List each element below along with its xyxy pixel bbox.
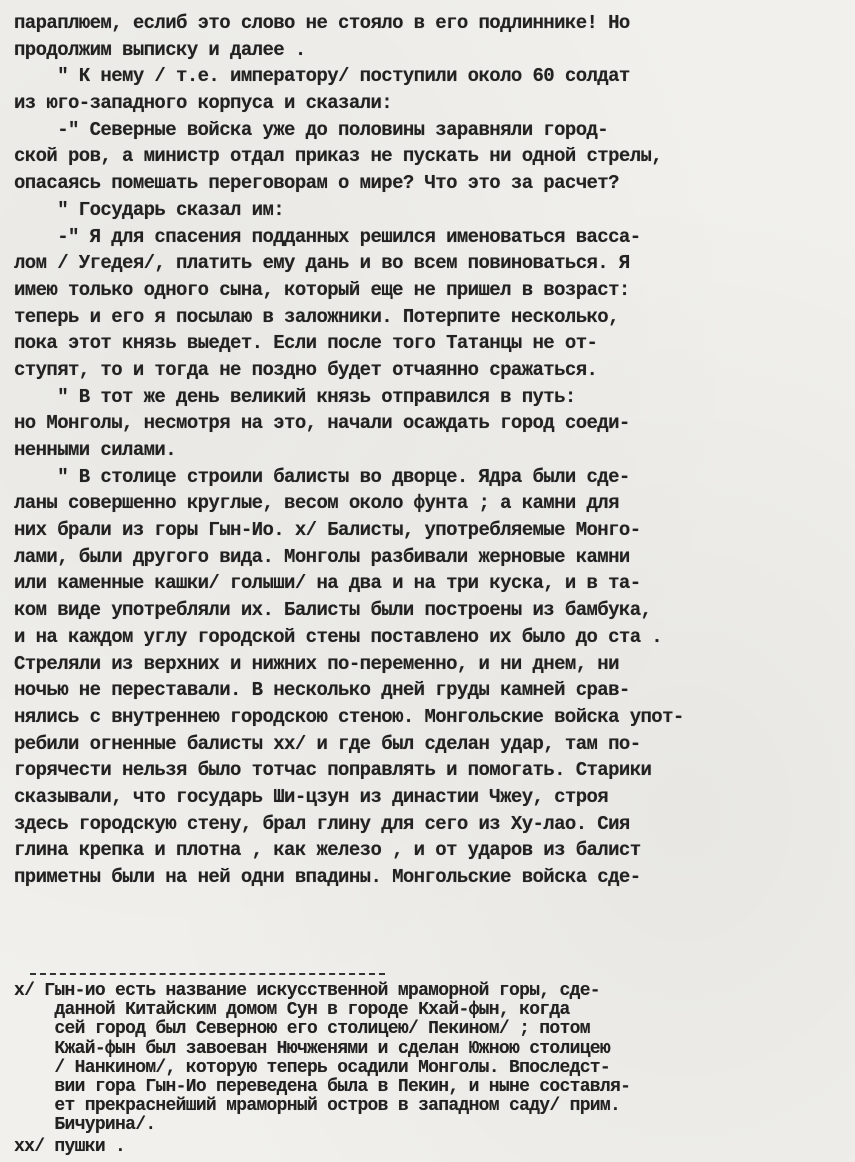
- footnote-line: вии гора Гын-Ио переведена была в Пекин, и ныне составля-: [14, 1076, 631, 1097]
- text-line: горячести нельзя было тотчас поправлять и помогать. Старики: [14, 759, 652, 782]
- footnote-line: xx/ пушки .: [14, 1136, 126, 1157]
- text-line: пока этот князь выедет. Если после того Татанцы не от-: [14, 332, 598, 355]
- text-line: ком виде употребляли их. Балисты были построены из бамбука,: [14, 599, 652, 622]
- footnote-line: сей город был Северною его столицею/ Пекином/ ; потом: [14, 1019, 590, 1040]
- footnote-line: x/ Гын-ио есть название искусственной мраморной горы, сде-: [14, 981, 600, 1001]
- text-line: ненными силами.: [14, 439, 177, 461]
- footnote-line: ет прекраснейший мраморный остров в западном саду/ прим.: [14, 1096, 621, 1117]
- text-line: " В тот же день великий князь отправился в путь:: [14, 385, 576, 408]
- text-line: " Государь сказал им:: [14, 198, 285, 221]
- text-line: них брали из горы Гын-Ио. x/ Балисты, употребляемые Монго-: [14, 519, 641, 542]
- text-line: Стреляли из верхних и нижних по-переменно, и ни днем, ни: [14, 652, 619, 675]
- text-line: ночью не переставали. В несколько дней груды камней срав-: [14, 679, 630, 702]
- text-line: глина крепка и плотна , как железо , и от ударов из балист: [14, 839, 641, 862]
- text-line: здесь городскую стену, брал глину для сего из Ху-лао. Сия: [14, 812, 630, 835]
- text-line: продолжим выписку и далее .: [14, 38, 306, 61]
- footnote-line: данной Китайским домом Сун в городе Кхай-фын, когда: [14, 1000, 570, 1021]
- footnote-line: Кжай-фын был завоеван Нючженями и сделан Южною столицею: [14, 1038, 611, 1059]
- text-line: нялись с внутреннею городскою стеною. Монгольские войска упот-: [14, 705, 684, 728]
- text-line: но Монголы, несмотря на это, начали осаждать город соеди-: [14, 412, 630, 435]
- footnote-separator: [30, 973, 385, 975]
- text-line: " В столице строили балисты во дворце. Ядра были сде-: [14, 465, 630, 488]
- footnotes: [14, 982, 844, 1157]
- text-line: сказывали, что государь Ши-цзун из династии Чжеу, строя: [14, 785, 609, 808]
- text-line: ступят, то и тогда не поздно будет отчаянно сражаться.: [14, 358, 598, 381]
- text-line: параплюем, еслиб это слово не стояло в его подлиннике! Но: [14, 12, 630, 34]
- text-line: -" Я для спасения подданных решился именоваться васса-: [14, 225, 641, 248]
- text-line: имею только одного сына, который еще не пришел в возраст:: [14, 278, 630, 301]
- text-line: лами, были другого вида. Монголы разбивали жерновые камни: [14, 545, 630, 568]
- text-line: или каменные кашки/ голыши/ на два и на три куска, и в та-: [14, 572, 641, 595]
- footnote-line: Бичурина/.: [14, 1115, 156, 1136]
- text-line: из юго-западного корпуса и сказали:: [14, 92, 393, 115]
- text-line: лом / Угедея/, платить ему дань и во всем повиноваться. Я: [14, 252, 630, 275]
- footnote-line: / Нанкином/, которую теперь осадили Монголы. Впоследст-: [14, 1057, 611, 1078]
- text-line: ребили огненные балисты xx/ и где был сделан удар, там по-: [14, 732, 641, 755]
- main-text: [14, 10, 849, 891]
- text-line: ланы совершенно круглые, весом около фунта ; а камни для: [14, 492, 619, 515]
- text-line: теперь и его я посылаю в заложники. Потерпите несколько,: [14, 305, 619, 328]
- text-line: и на каждом углу городской стены поставлено их было до ста .: [14, 625, 663, 648]
- text-line: -" Северные войска уже до половины заравняли город-: [14, 118, 609, 141]
- text-line: " К нему / т.е. императору/ поступили около 60 солдат: [14, 65, 630, 88]
- text-line: опасаясь помешать переговорам о мире? Что это за расчет?: [14, 172, 619, 195]
- text-line: ской ров, а министр отдал приказ не пускать ни одной стрелы,: [14, 145, 663, 168]
- text-line: приметны были на ней одни впадины. Монгольские войска сде-: [14, 866, 641, 888]
